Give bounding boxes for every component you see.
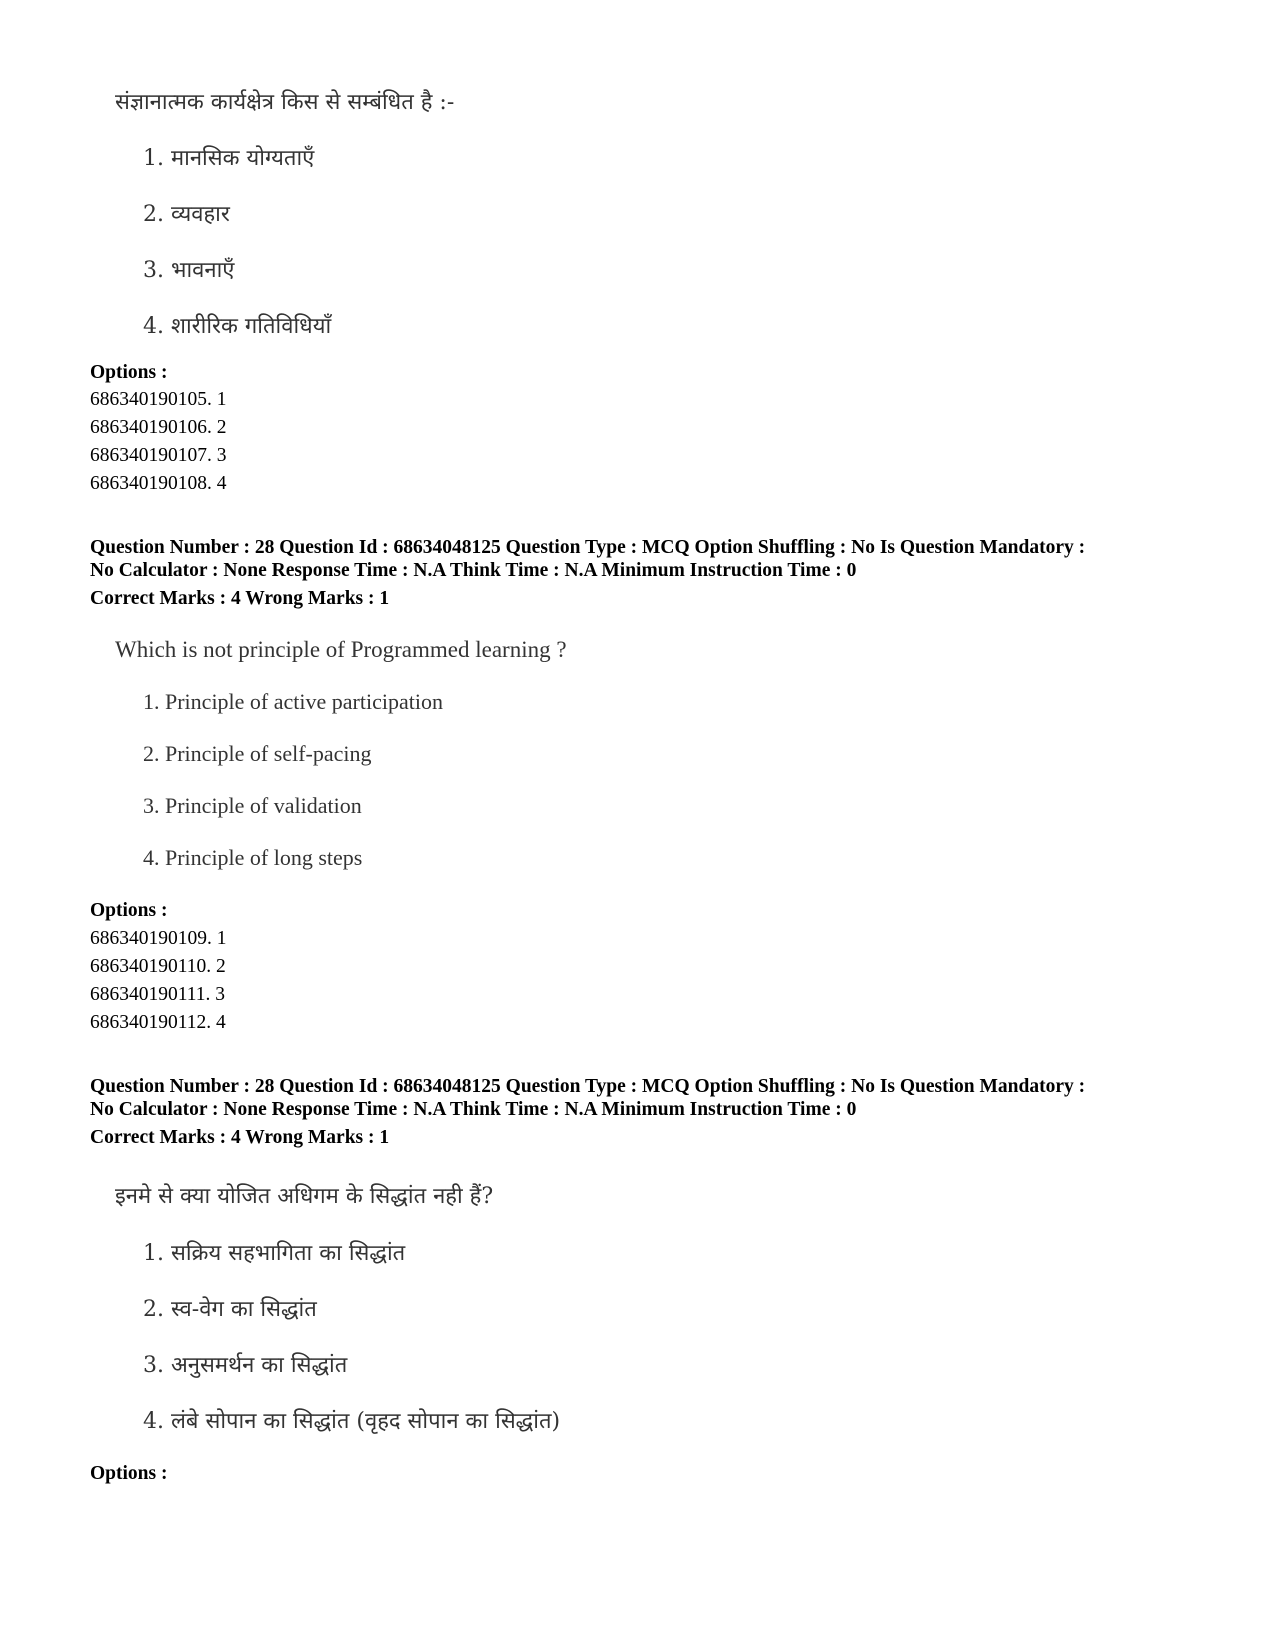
marks-line: Correct Marks : 4 Wrong Marks : 1 xyxy=(90,588,390,609)
option-id-line: 686340190110. 2 xyxy=(90,956,226,977)
question-meta-line-2: No Calculator : None Response Time : N.A Think Time : N.A Minimum Instruction Time : 0 xyxy=(90,1099,857,1120)
question-meta-line-1: Question Number : 28 Question Id : 68634048125 Question Type : MCQ Option Shuffling : No Is Question Mandatory : xyxy=(90,537,1086,558)
option-id-line: 686340190105. 1 xyxy=(90,389,227,410)
choice-4: 4. लंबे सोपान का सिद्धांत (वृहद सोपान का सिद्धांत) xyxy=(143,1409,561,1434)
question-meta-line-1: Question Number : 28 Question Id : 68634048125 Question Type : MCQ Option Shuffling : No Is Question Mandatory : xyxy=(90,1076,1086,1097)
choice-2: 2. Principle of self-pacing xyxy=(143,741,372,766)
question-meta-line-2: No Calculator : None Response Time : N.A Think Time : N.A Minimum Instruction Time : 0 xyxy=(90,560,857,581)
options-label: Options : xyxy=(90,1463,168,1484)
choice-3: 3. भावनाएँ xyxy=(143,258,235,283)
option-id-line: 686340190106. 2 xyxy=(90,417,227,438)
marks-line: Correct Marks : 4 Wrong Marks : 1 xyxy=(90,1127,390,1148)
choice-2: 2. व्यवहार xyxy=(143,202,230,227)
choice-3: 3. अनुसमर्थन का सिद्धांत xyxy=(143,1353,348,1378)
question-text-english: Which is not principle of Programmed learning ? xyxy=(115,637,567,662)
choice-4: 4. शारीरिक गतिविधियाँ xyxy=(143,314,332,339)
choice-1: 1. Principle of active participation xyxy=(143,689,443,714)
options-label: Options : xyxy=(90,362,168,383)
option-id-line: 686340190108. 4 xyxy=(90,473,227,494)
option-id-line: 686340190111. 3 xyxy=(90,984,226,1005)
choice-1: 1. मानसिक योग्यताएँ xyxy=(143,146,315,171)
option-id-line: 686340190109. 1 xyxy=(90,928,227,949)
option-id-line: 686340190112. 4 xyxy=(90,1012,226,1033)
choice-3: 3. Principle of validation xyxy=(143,793,362,818)
options-label: Options : xyxy=(90,900,168,921)
option-id-line: 686340190107. 3 xyxy=(90,445,227,466)
choice-4: 4. Principle of long steps xyxy=(143,845,363,870)
choice-1: 1. सक्रिय सहभागिता का सिद्धांत xyxy=(143,1241,406,1266)
choice-2: 2. स्व-वेग का सिद्धांत xyxy=(143,1297,317,1322)
question-text-hindi-1: संज्ञानात्मक कार्यक्षेत्र किस से सम्बंधित है :- xyxy=(115,90,455,115)
question-text-hindi-2: इनमे से क्या योजित अधिगम के सिद्धांत नही हैं? xyxy=(115,1184,494,1209)
